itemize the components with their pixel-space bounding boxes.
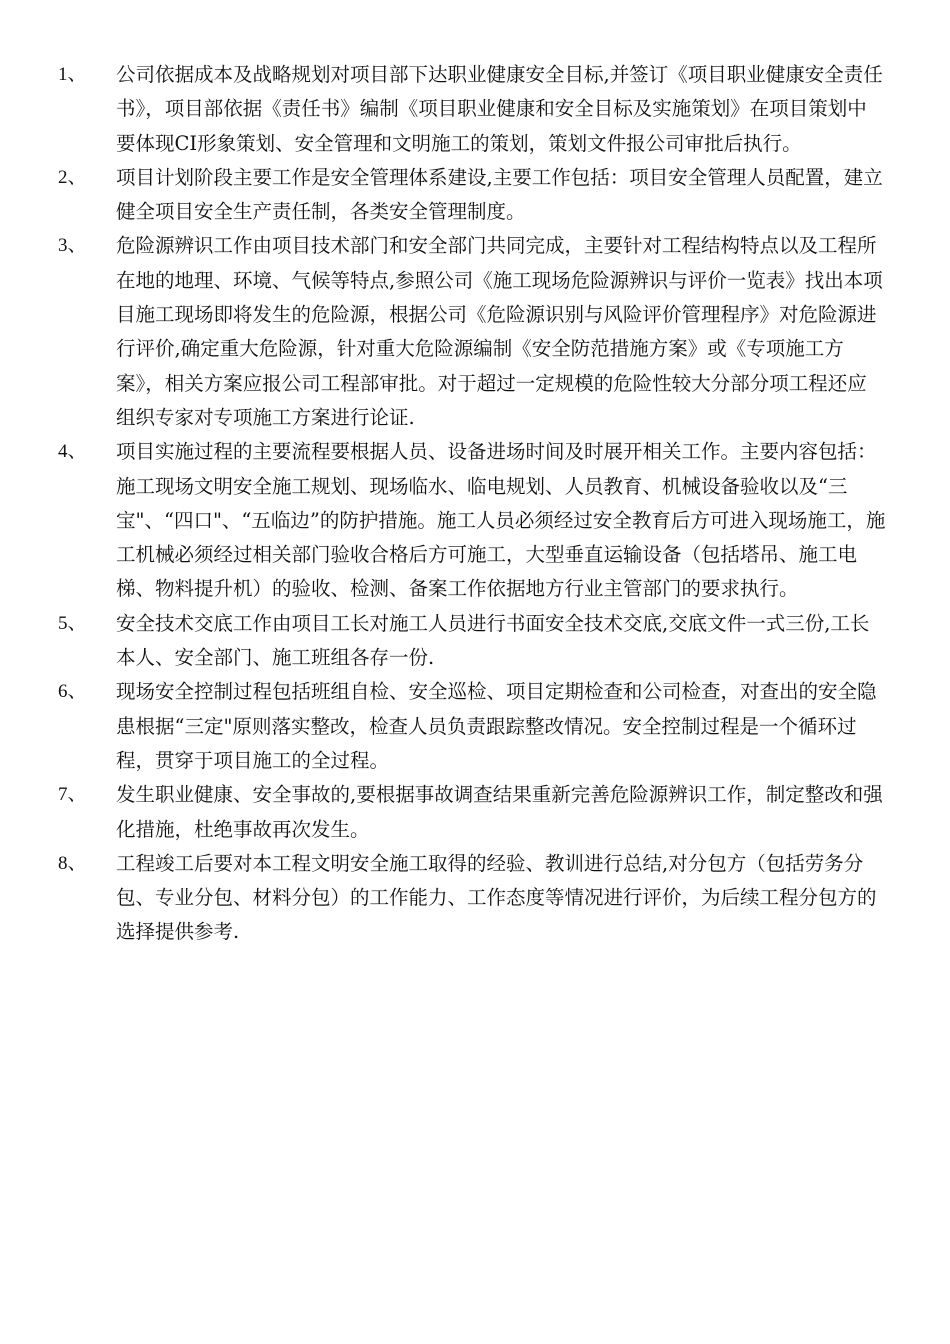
list-item-2 (0, 161, 950, 230)
item-number: 8、 (58, 852, 87, 874)
list-item-8 (0, 847, 950, 950)
item-text: 发生职业健康、安全事故的,要根据事故调查结果重新完善危险源辨识工作，制定整改和强化措施，杜绝事故再次发生。 (116, 783, 883, 841)
list-item-3 (0, 229, 950, 435)
item-text: 现场安全控制过程包括班组自检、安全巡检、项目定期检查和公司检查，对查出的安全隐患根据“三定"原则落实整改，检查人员负责跟踪整改情况。安全控制过程是一个循环过程，贯穿于项目施工的全过程。 (116, 680, 877, 772)
item-text: 公司依据成本及战略规划对项目部下达职业健康安全目标,并签订《项目职业健康安全责任书》，项目部依据《责任书》编制《项目职业健康和安全目标及实施策划》在项目策划中要体现CI形象策划、安全管理和文明施工的策划，策划文件报公司审批后执行。 (116, 63, 883, 155)
list-item-1 (0, 58, 950, 161)
item-text: 工程竣工后要对本工程文明安全施工取得的经验、教训进行总结,对分包方（包括劳务分包、专业分包、材料分包）的工作能力、工作态度等情况进行评价，为后续工程分包方的选择提供参考. (116, 851, 877, 944)
item-text: 项目计划阶段主要工作是安全管理体系建设,主要工作包括：项目安全管理人员配置，建立健全项目安全生产责任制，各类安全管理制度。 (116, 165, 883, 224)
list-item-7 (0, 778, 950, 847)
item-text: 危险源辨识工作由项目技术部门和安全部门共同完成，主要针对工程结构特点以及工程所在地的地理、环境、气候等特点,参照公司《施工现场危险源辨识与评价一览表》找出本项目施工现场即将发生的危险源，根据公司《危险源识别与风险评价管理程序》对危险源进行评价,确定重大危险源，针对重大危险源编制《安全防范措施方案》或《专项施工方案》，相关方案应报公司工程部审批。对于超过一定规模的危险性较大分部分项工程还应组织专家对专项施工方案进行论证. (116, 234, 883, 429)
item-text: 安全技术交底工作由项目工长对施工人员进行书面安全技术交底,交底文件一式三份,工长本人、安全部门、施工班组各存一份. (116, 611, 870, 670)
item-number: 6、 (58, 681, 87, 703)
list-item-6 (0, 675, 950, 778)
item-number: 2、 (58, 166, 87, 188)
item-text: 项目实施过程的主要流程要根据人员、设备进场时间及时展开相关工作。主要内容包括：施工现场文明安全施工规划、现场临水、临电规划、人员教育、机械设备验收以及“三宝"、“四口"、“五临边”的防护措施。施工人员必须经过安全教育后方可进入现场施工，施工机械必须经过相关部门验收合格后方可施工，大型垂直运输设备（包括塔吊、施工电梯、物料提升机）的验收、检测、备案工作依据地方行业主管部门的要求执行。 (116, 440, 886, 601)
list-item-4 (0, 435, 950, 606)
list-item-5 (0, 607, 950, 676)
item-number: 1、 (58, 64, 87, 85)
document-body (0, 58, 950, 950)
item-number: 7、 (58, 784, 87, 806)
item-number: 3、 (58, 235, 87, 257)
item-number: 5、 (58, 612, 87, 634)
item-number: 4、 (58, 441, 87, 463)
